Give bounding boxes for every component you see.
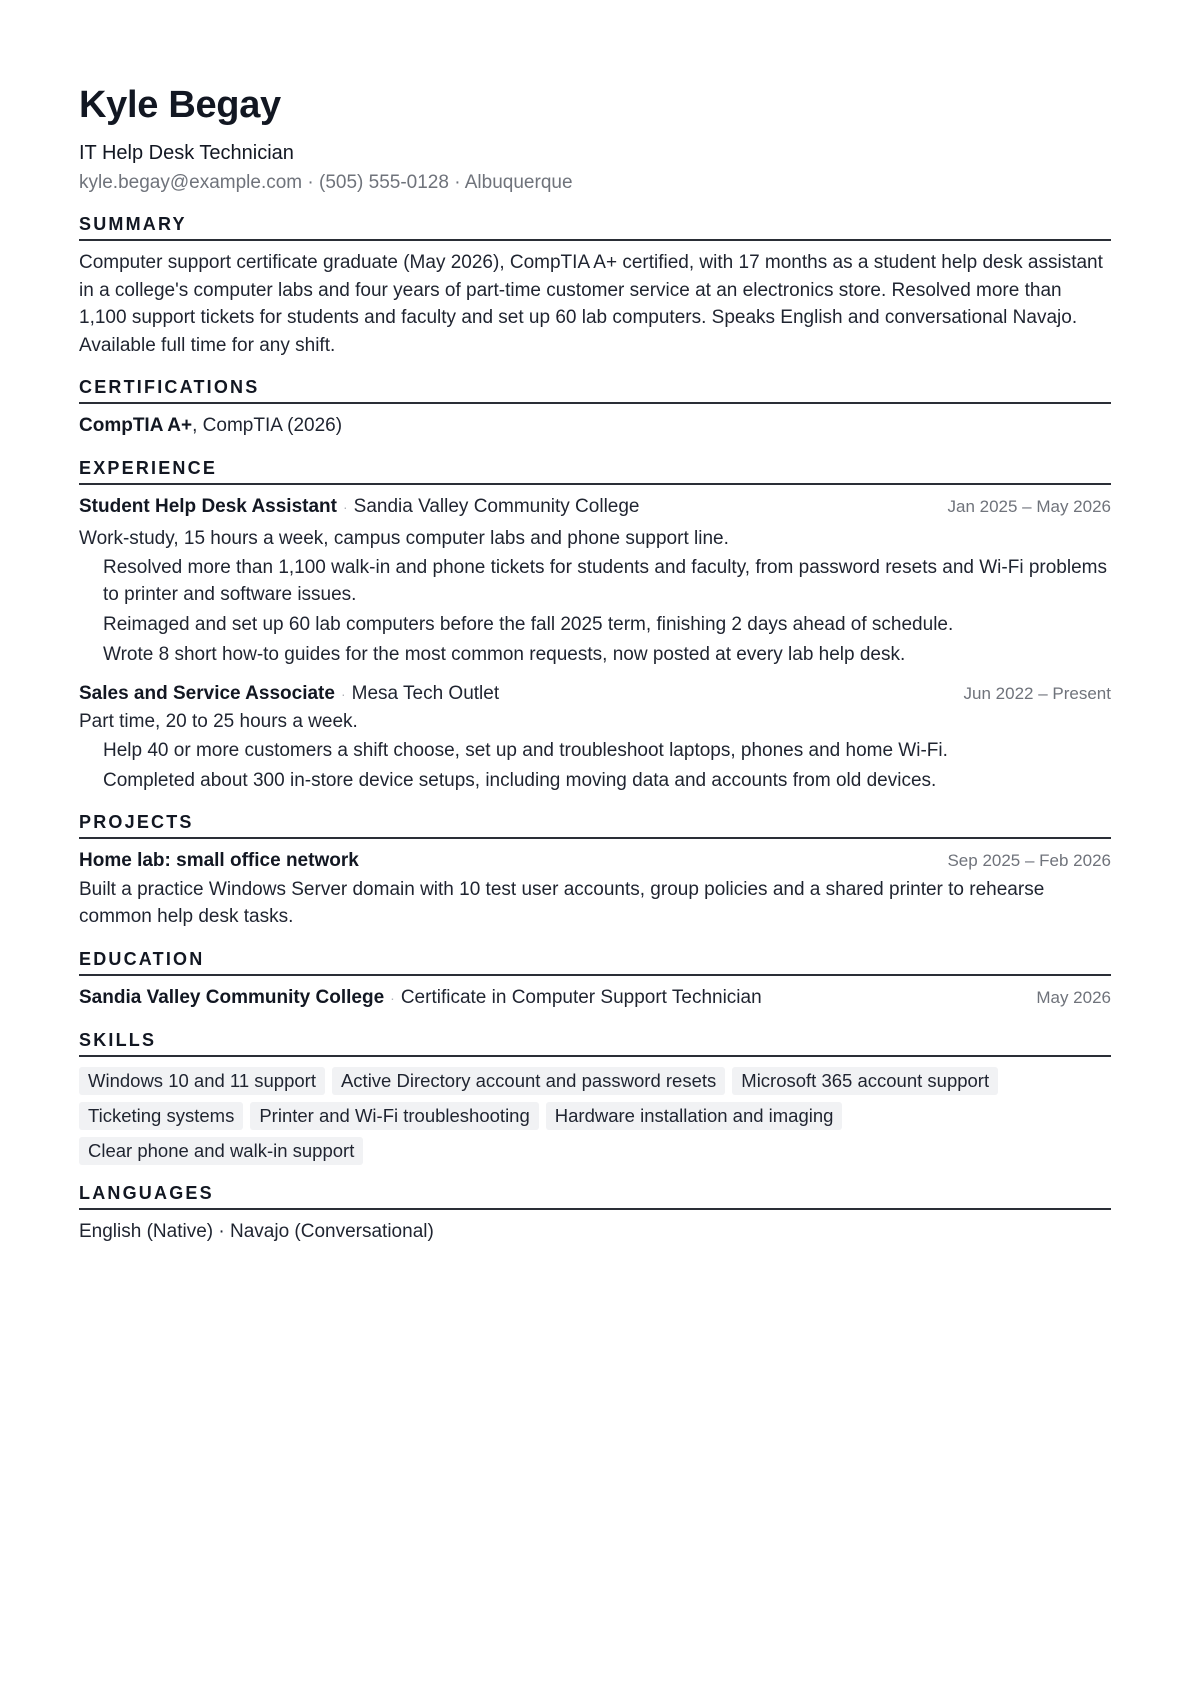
languages-text: English (Native) · Navajo (Conversational) bbox=[79, 1220, 434, 1242]
certifications-section bbox=[79, 376, 1111, 440]
skill-chip: Microsoft 365 account support bbox=[732, 1067, 998, 1095]
job-dates: Jun 2022 – Present bbox=[963, 683, 1111, 703]
skills-section bbox=[79, 1029, 1111, 1165]
experience-header bbox=[79, 680, 1111, 708]
separator-dot: · bbox=[340, 685, 346, 702]
education-section bbox=[79, 948, 1111, 1012]
job-dates: Jan 2025 – May 2026 bbox=[947, 496, 1111, 516]
section-title-experience: EXPERIENCE bbox=[79, 457, 1111, 485]
bullet-item: Help 40 or more customers a shift choose, set up and troubleshoot laptops, phones and home Wi-Fi. bbox=[103, 739, 948, 761]
job-bullets bbox=[79, 737, 1111, 794]
candidate-name: Kyle Begay bbox=[79, 84, 281, 126]
section-title-skills: SKILLS bbox=[79, 1029, 1111, 1057]
job-title: Sales and Service Associate bbox=[79, 682, 335, 704]
experience-entry bbox=[79, 680, 1111, 794]
skill-chip: Ticketing systems bbox=[79, 1102, 243, 1130]
resume-page bbox=[79, 80, 1111, 1245]
certification-issuer: , CompTIA (2026) bbox=[192, 415, 343, 436]
job-title: Student Help Desk Assistant bbox=[79, 495, 337, 517]
project-dates: Sep 2025 – Feb 2026 bbox=[947, 850, 1111, 870]
bullet-item: Resolved more than 1,100 walk-in and phone tickets for students and faculty, from password resets and Wi-Fi problems to printer and software issues. bbox=[103, 556, 1107, 605]
skill-chip: Printer and Wi-Fi troubleshooting bbox=[250, 1102, 538, 1130]
experience-entry bbox=[79, 493, 1111, 668]
education-dates: May 2026 bbox=[1036, 987, 1111, 1007]
separator-dot: · bbox=[342, 498, 348, 515]
education-entry bbox=[79, 984, 1111, 1012]
school-name: Sandia Valley Community College bbox=[79, 986, 385, 1008]
job-context: Work-study, 15 hours a week, campus computer labs and phone support line. bbox=[79, 527, 729, 549]
certification-item bbox=[79, 412, 1111, 440]
employer: Sandia Valley Community College bbox=[353, 495, 640, 517]
bullet-item: Wrote 8 short how-to guides for the most common requests, now posted at every lab help desk. bbox=[103, 643, 906, 665]
skill-chip: Windows 10 and 11 support bbox=[79, 1067, 325, 1095]
job-context: Part time, 20 to 25 hours a week. bbox=[79, 710, 358, 732]
projects-section bbox=[79, 811, 1111, 931]
skill-chip: Active Directory account and password resets bbox=[332, 1067, 725, 1095]
bullet-item: Completed about 300 in-store device setups, including moving data and accounts from old devices. bbox=[103, 769, 937, 791]
summary-text: Computer support certificate graduate (May 2026), CompTIA A+ certified, with 17 months as a student help desk assistant in a college's computer labs and four years of part-time customer service at an electronics store. Resolved more than 1,100 support tickets for students and faculty and set up 60 lab computers. Speaks English and conversational Navajo. Available full time for any shift. bbox=[79, 252, 1103, 356]
summary-section bbox=[79, 213, 1111, 359]
program-name: Certificate in Computer Support Technician bbox=[400, 986, 762, 1008]
separator-dot: · bbox=[390, 989, 395, 1006]
skills-list bbox=[79, 1065, 1079, 1165]
contact-line: kyle.begay@example.com · (505) 555-0128 · Albuquerque bbox=[79, 172, 573, 193]
skill-chip: Clear phone and walk-in support bbox=[79, 1137, 363, 1165]
skill-chip: Hardware installation and imaging bbox=[546, 1102, 843, 1130]
section-title-summary: SUMMARY bbox=[79, 213, 1111, 241]
section-title-certifications: CERTIFICATIONS bbox=[79, 376, 1111, 404]
employer: Mesa Tech Outlet bbox=[351, 682, 500, 704]
languages-section bbox=[79, 1182, 1111, 1246]
job-bullets bbox=[79, 554, 1111, 668]
candidate-headline: IT Help Desk Technician bbox=[79, 142, 294, 164]
experience-section bbox=[79, 457, 1111, 794]
project-header bbox=[79, 847, 1111, 874]
project-name: Home lab: small office network bbox=[79, 849, 359, 871]
project-description: Built a practice Windows Server domain with 10 test user accounts, group policies and a shared printer to rehearse common help desk tasks. bbox=[79, 878, 1045, 927]
experience-header bbox=[79, 493, 1111, 521]
bullet-item: Reimaged and set up 60 lab computers before the fall 2025 term, finishing 2 days ahead of schedule. bbox=[103, 613, 954, 635]
certification-name: CompTIA A+ bbox=[79, 415, 193, 436]
section-title-projects: PROJECTS bbox=[79, 811, 1111, 839]
section-title-languages: LANGUAGES bbox=[79, 1182, 1111, 1210]
section-title-education: EDUCATION bbox=[79, 948, 1111, 976]
